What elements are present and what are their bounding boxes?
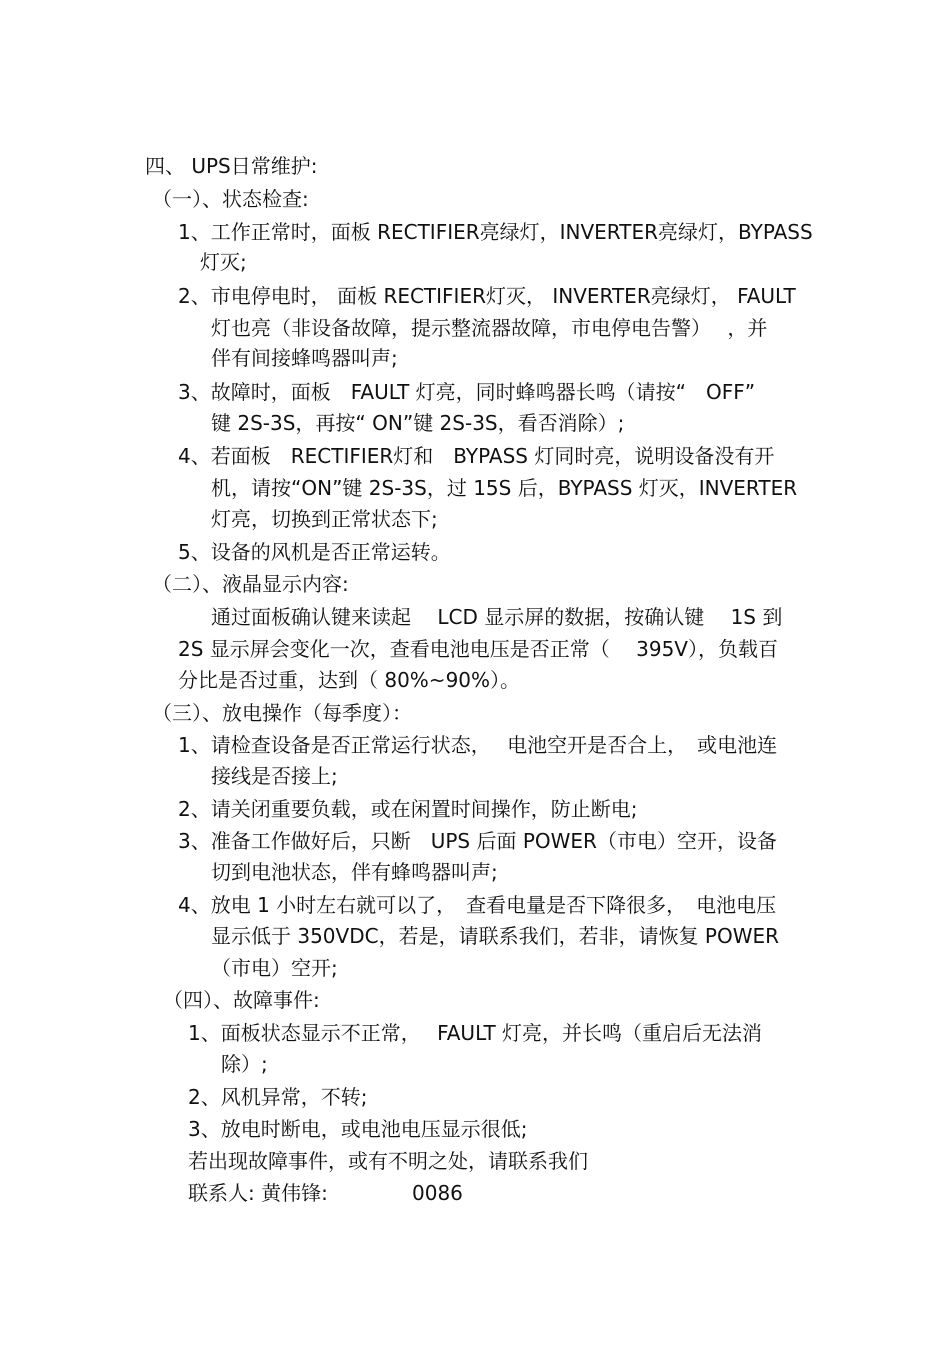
fault-item-1-line-2: 除）; (221, 1052, 268, 1076)
contact-note: 若出现故障事件，或有不明之处，请联系我们 (188, 1149, 588, 1173)
status-item-1-line-1: 1、工作正常时，面板 RECTIFIER亮绿灯，INVERTER亮绿灯，BYPASS (178, 220, 813, 244)
status-item-2-line-3: 伴有间接蜂鸣器叫声; (211, 346, 398, 370)
status-item-3-line-1: 3、故障时，面板 FAULT 灯亮，同时蜂鸣器长鸣（请按“ OFF” (178, 380, 756, 404)
status-item-3-line-2: 键 2S-3S，再按“ ON”键 2S-3S，看否消除）; (211, 411, 625, 435)
discharge-item-1-line-2: 接线是否接上; (211, 764, 338, 788)
lcd-paragraph-line-3: 分比是否过重，达到（ 80%~90%）。 (178, 668, 521, 692)
status-item-4-line-1: 4、若面板 RECTIFIER灯和 BYPASS 灯同时亮，说明设备没有开 (178, 444, 775, 468)
subsection-title-status-check: （一）、状态检查: (152, 187, 309, 211)
subsection-title-fault-events: （四）、故障事件: (163, 988, 320, 1012)
discharge-item-4-line-2: 显示低于 350VDC，若是，请联系我们，若非，请恢复 POWER (211, 924, 780, 948)
subsection-title-discharge: （三）、放电操作（每季度）： (152, 701, 412, 725)
fault-item-3: 3、放电时断电，或电池电压显示很低; (188, 1117, 528, 1141)
discharge-item-1-line-1: 1、请检查设备是否正常运行状态， 电池空开是否合上， 或电池连 (178, 733, 778, 757)
lcd-paragraph-line-2: 2S 显示屏会变化一次，查看电池电压是否正常（ 395V），负载百 (178, 637, 778, 661)
fault-item-1-line-1: 1、面板状态显示不正常， FAULT 灯亮，并长鸣（重启后无法消 (188, 1021, 763, 1045)
discharge-item-3-line-2: 切到电池状态，伴有蜂鸣器叫声; (211, 860, 498, 884)
status-item-2-line-1: 2、市电停电时， 面板 RECTIFIER灯灭， INVERTER亮绿灯， FAULT (178, 284, 796, 308)
discharge-item-2: 2、请关闭重要负载，或在闲置时间操作，防止断电; (178, 797, 638, 821)
status-item-4-line-2: 机，请按“ON”键 2S-3S，过 15S 后，BYPASS 灯灭，INVERTER (211, 476, 798, 500)
discharge-item-4-line-3: （市电）空开; (211, 956, 338, 980)
discharge-item-3-line-1: 3、准备工作做好后，只断 UPS 后面 POWER（市电）空开，设备 (178, 829, 777, 853)
status-item-2-line-2: 灯也亮（非设备故障，提示整流器故障，市电停电告警） ，并 (211, 316, 768, 340)
discharge-item-4-line-1: 4、放电 1 小时左右就可以了， 查看电量是否下降很多， 电池电压 (178, 893, 777, 917)
section-heading: 四、 UPS日常维护: (145, 154, 318, 178)
status-item-1-line-2: 灯灭; (200, 250, 247, 274)
lcd-paragraph-line-1: 通过面板确认键来读起 LCD 显示屏的数据，按确认键 1S 到 (211, 605, 783, 629)
fault-item-2: 2、风机异常，不转; (188, 1085, 368, 1109)
subsection-title-lcd: （二）、液晶显示内容: (152, 572, 349, 596)
status-item-4-line-3: 灯亮，切换到正常状态下; (211, 507, 438, 531)
status-item-5: 5、设备的风机是否正常运转。 (178, 540, 451, 564)
contact-number: 0086 (412, 1181, 463, 1205)
contact-label: 联系人: 黄伟锋: (188, 1181, 328, 1205)
